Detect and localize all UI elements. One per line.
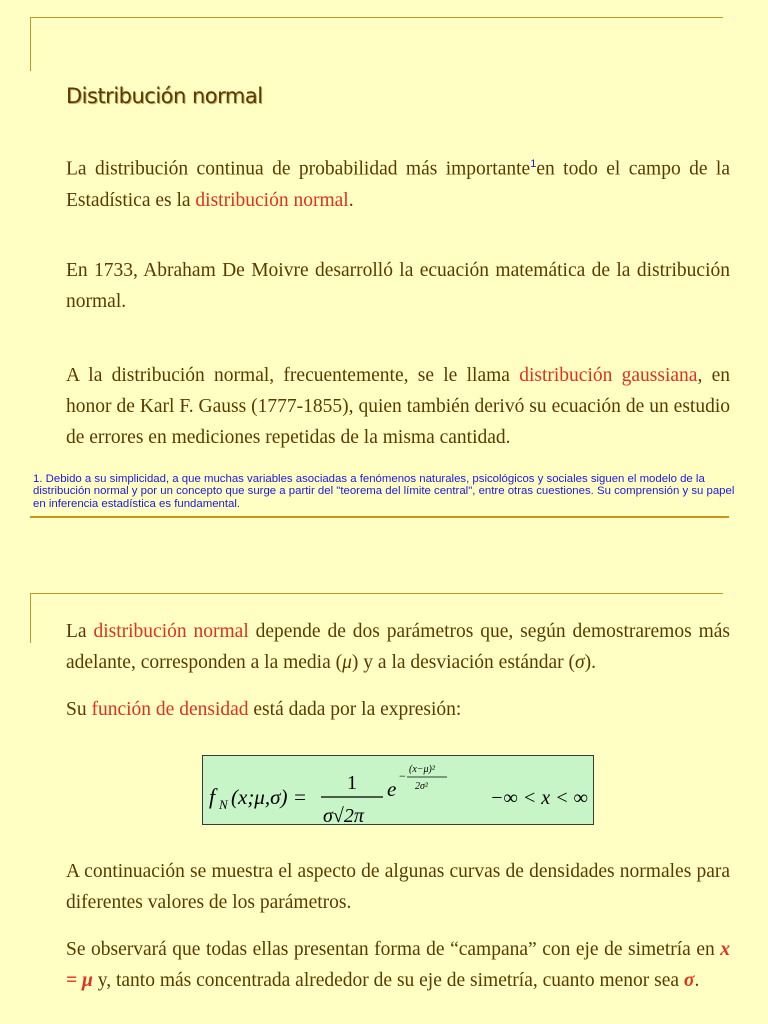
formula-exp-minus: −	[399, 769, 406, 783]
text: depende de dos parámetros que, según demostraremos más adelante, corresponden a la media (	[66, 621, 730, 673]
text: ).	[584, 652, 596, 673]
page-title: Distribución normal	[66, 84, 263, 108]
text: Su	[66, 699, 92, 720]
sigma-symbol: σ	[683, 970, 695, 991]
sigma-symbol: σ	[575, 652, 585, 673]
slide2-paragraph-3: A continuación se muestra el aspecto de algunas curvas de densidades normales para diferentes valores de los parámetros.	[66, 861, 730, 913]
text: A la distribución normal, frecuentemente, se le llama	[66, 365, 520, 386]
text: en todo el campo de la Estadística es la	[66, 158, 730, 211]
text: .	[694, 970, 700, 991]
text: La	[66, 621, 94, 642]
slide2-left-border	[30, 593, 31, 643]
density-formula-box	[202, 755, 594, 825]
footnote-ref[interactable]: 1	[530, 158, 537, 170]
text: La distribución continua de probabilidad más importante	[66, 158, 531, 180]
highlight-term: distribución normal	[195, 189, 349, 211]
highlight-term: distribución gaussiana	[519, 365, 698, 386]
slide-separator	[30, 516, 729, 518]
slide1-paragraph-3	[66, 360, 730, 453]
text: Se observará que todas ellas presentan forma de “campana” con eje de simetría en	[66, 939, 721, 960]
text: , en honor de Karl F. Gauss (1777-1855), quien también derivó su ecuación de un estudio de errores en mediciones repetidas de la misma cantidad.	[66, 365, 731, 448]
formula-range: −∞ < x < ∞	[490, 787, 588, 809]
slide2-paragraph-2	[66, 694, 730, 725]
text: .	[348, 189, 354, 211]
slide1-paragraph-2: En 1733, Abraham De Moivre desarrolló la ecuación matemática de la distribución normal.	[66, 260, 730, 312]
formula-exp-denominator: 2σ²	[415, 781, 428, 792]
symmetry-equation: x = μ	[66, 939, 730, 991]
slide1-top-border	[30, 17, 723, 18]
formula-e: e	[387, 777, 397, 801]
slide1-paragraph-1	[66, 149, 730, 216]
mu-symbol: μ	[342, 652, 352, 673]
highlight-term: distribución normal	[93, 621, 249, 642]
footnote: 1. Debido a su simplicidad, a que muchas variables asociadas a fenómenos naturales, psicológicos y sociales siguen el modelo de la distribución normal y por un concepto que surge a partir del "teorema del límite central", entre otras cuestiones. Su comprensión y su papel en inferencia estadística es fundamental.	[33, 473, 735, 510]
slide2-top-border	[30, 593, 723, 594]
formula-subscript: N	[219, 797, 228, 812]
formula-args: (x;μ,σ) =	[231, 785, 307, 809]
formula-f: f	[209, 784, 216, 809]
text: ) y a la desviación estándar (	[351, 652, 575, 673]
highlight-term: función de densidad	[91, 699, 249, 720]
text: y, tanto más concentrada alrededor de su eje de simetría, cuanto menor sea	[92, 970, 684, 991]
formula-numerator: 1	[347, 772, 357, 794]
slide2-paragraph-1	[66, 616, 730, 678]
formula-exp-numerator: (x−μ)²	[409, 764, 435, 775]
slide1-left-border	[30, 17, 31, 71]
text: está dada por la expresión:	[248, 699, 462, 720]
formula-denominator: σ√2π	[323, 805, 364, 826]
slide2-paragraph-4	[66, 934, 730, 996]
density-formula	[203, 756, 595, 826]
